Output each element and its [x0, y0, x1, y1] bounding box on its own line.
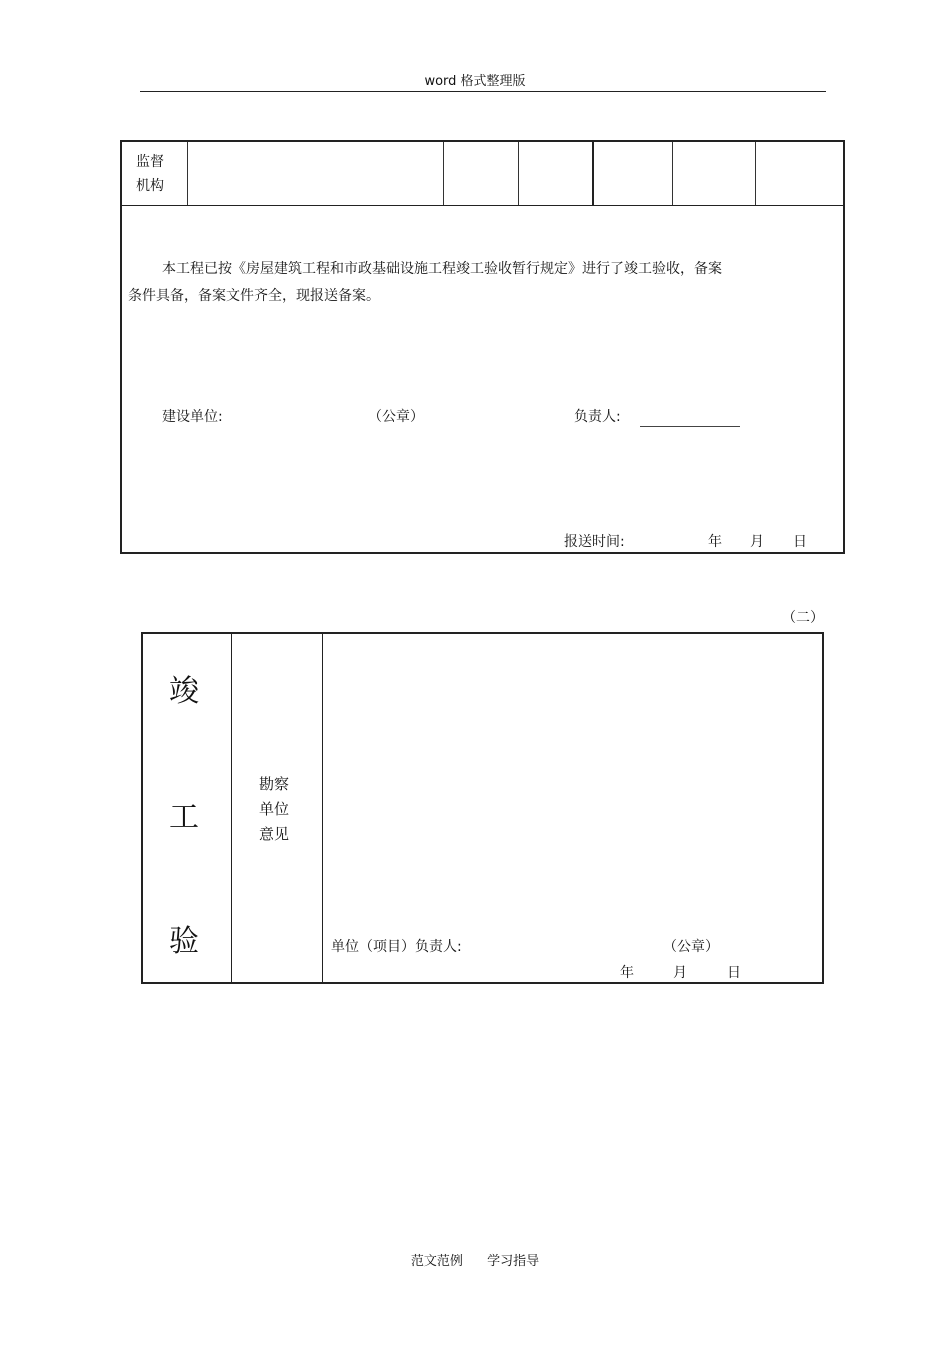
month-label: 月 [750, 534, 764, 550]
filing-table [120, 140, 845, 554]
year-label: 年 [708, 534, 722, 550]
supervise-label-line2: 机构 [136, 178, 164, 194]
unit-person-label: 单位（项目）负责人: [331, 939, 462, 955]
footer-right: 学习指导 [487, 1254, 540, 1269]
vertical-char-1: 竣 [169, 674, 199, 709]
column-divider [322, 634, 323, 982]
person-label: 负责人: [574, 409, 621, 425]
month-label-2: 月 [673, 965, 687, 981]
signature-line [640, 426, 740, 427]
survey-unit-opinion-label [259, 772, 289, 847]
submit-time-label: 报送时间: [564, 534, 625, 550]
page-footer [0, 1250, 950, 1269]
cell-divider [443, 142, 444, 205]
supervise-label-line1: 监督 [136, 154, 164, 170]
cell-divider [187, 142, 188, 205]
opinion-line1: 勘察 [259, 775, 290, 793]
page-header: word 格式整理版 [424, 74, 526, 89]
vertical-char-2: 工 [169, 800, 199, 835]
statement-line1: 本工程已按《房屋建筑工程和市政基础设施工程竣工验收暂行规定》进行了竣工验收，备案 [162, 261, 722, 277]
cell-divider [518, 142, 519, 205]
supervise-label [136, 150, 164, 198]
vertical-char-3: 验 [169, 924, 199, 959]
cell-divider [755, 142, 756, 205]
opinion-line3: 意见 [259, 825, 290, 843]
column-divider [231, 634, 232, 982]
day-label-2: 日 [727, 965, 741, 981]
seal-label: （公章） [368, 409, 424, 425]
cell-divider [592, 142, 594, 205]
acceptance-table [141, 632, 824, 984]
supervise-row [122, 142, 843, 206]
opinion-line2: 单位 [259, 800, 290, 818]
page-marker: （二） [782, 610, 824, 626]
header-rule [140, 91, 826, 92]
builder-label: 建设单位: [162, 409, 223, 425]
year-label-2: 年 [620, 965, 634, 981]
filing-statement [128, 256, 788, 310]
seal-label-2: （公章） [663, 939, 719, 955]
day-label: 日 [793, 534, 807, 550]
cell-divider [672, 142, 673, 205]
footer-left: 范文范例 [410, 1254, 463, 1269]
statement-line2: 条件具备，备案文件齐全，现报送备案。 [128, 288, 380, 304]
